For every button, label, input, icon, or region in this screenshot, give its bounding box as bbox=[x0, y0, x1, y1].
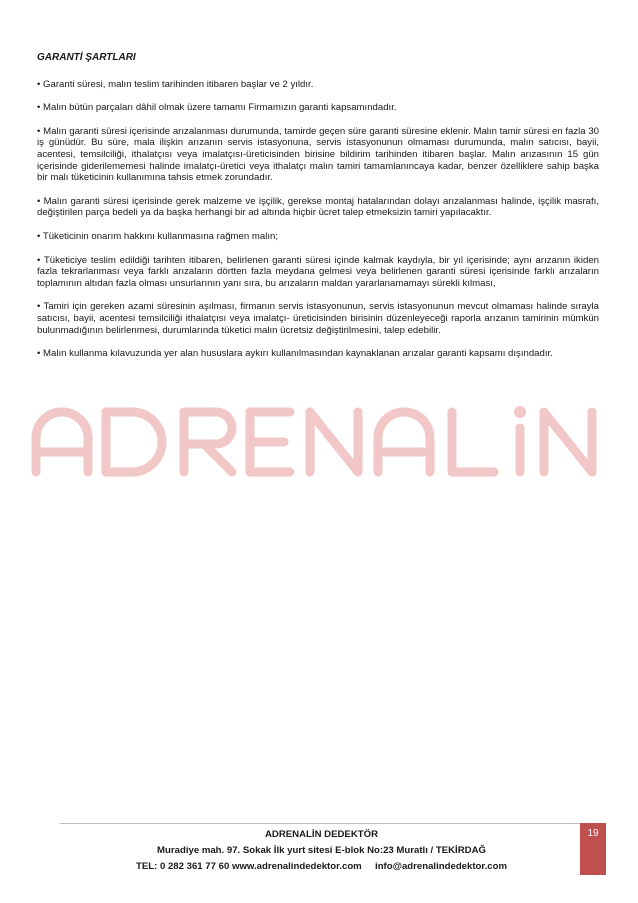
page-footer bbox=[60, 827, 583, 875]
paragraph-warranty-duration: • Garanti süresi, malın teslim tarihinden itibaren başlar ve 2 yıldır. bbox=[37, 78, 314, 90]
footer-divider bbox=[60, 823, 583, 824]
footer-contact: TEL: 0 282 361 77 60 www.adrenalindedektor.com info@adrenalindedektor.com bbox=[135, 861, 508, 872]
paragraph-repair-time: • Malın garanti süresi içerisinde arızalanması durumunda, tamirde geçen süre garanti süresine eklenir. Malın tamir süresi en fazla 30 iş günüdür. Bu süre, mala ilişkin arızanın servis istasyonuna, servis istasyonunun olmaması durumunda, malın satıcısı, bayii, acentesi, temsilciliği, ithalatçısı veya imalatçısı-üreticisinden birisine bildirim tarihinden itibaren başlar. Malın arızasının 15 gün içerisinde giderilememesi halinde imalatçı-üretici veya ithalatçı malın tamiri tamamlanıncaya kadar, benzer özelliklere sahip başka bir malı tüketicinin kullanımına tahsis etmek zorundadır. bbox=[37, 125, 599, 184]
paragraph-free-repair: • Malın garanti süresi içerisinde gerek malzeme ve işçilik, gerekse montaj hatalarından dolayı arızalanması halinde, işçilik masrafı, değiştirilen parça bedeli ya da başka herhangi bir ad altında hiçbir ücret talep etmeksizin tamiri yapılacaktır. bbox=[37, 195, 599, 219]
document-body bbox=[37, 52, 599, 372]
paragraph-exclusions: • Malın kullanma kılavuzunda yer alan hususlara aykırı kullanılmasından kaynaklanan arızalar garanti kapsamı dışındadır. bbox=[37, 348, 553, 360]
footer-company: ADRENALİN DEDEKTÖR bbox=[265, 829, 378, 840]
paragraph-replacement: • Tamiri için gereken azami süresinin aşılması, firmanın servis istasyonunun, servis istasyonunun mevcut olmaması halinde sırayla satıcısı, bayii, acentesi temsilciliği ithalatçısı veya imalatçı- üreticisinden birisinin düzenleyeceği raporla arızanın tamirinin mümkün bulunmadığının belirlenmesi, durumlarında tüketici malın ücretsiz değiştirilmesini, talep edebilir. bbox=[37, 301, 599, 336]
footer-address: Muradiye mah. 97. Sokak İlk yurt sitesi E-blok No:23 Muratlı / TEKİRDAĞ bbox=[157, 845, 486, 856]
paragraph-coverage: • Malın bütün parçaları dâhil olmak üzere tamamı Firmamızın garanti kapsamındadır. bbox=[37, 102, 397, 114]
page-number: 19 bbox=[587, 828, 599, 839]
paragraph-repeated-faults: • Tüketiciye teslim edildiği tarihten itibaren, belirlenen garanti süresi içinde kalmak kaydıyla, bir yıl içerisinde; aynı arızanın ikiden fazla tekrarlanması veya farklı arızaların dörtten fazla meydana gelmesi veya belirlenen garanti süresi içerisinde farklı arızaların toplamının altıdan fazla olması unsurlarının yanı sıra, bu arızaların maldan yararlanamamayı sürekli kılması, bbox=[37, 254, 599, 289]
paragraph-repair-right: • Tüketicinin onarım hakkını kullanmasına rağmen malın; bbox=[37, 230, 279, 242]
adrenalin-watermark-logo bbox=[28, 400, 618, 480]
document-title: GARANTİ ŞARTLARI bbox=[37, 52, 136, 63]
page-number-badge bbox=[580, 823, 606, 875]
